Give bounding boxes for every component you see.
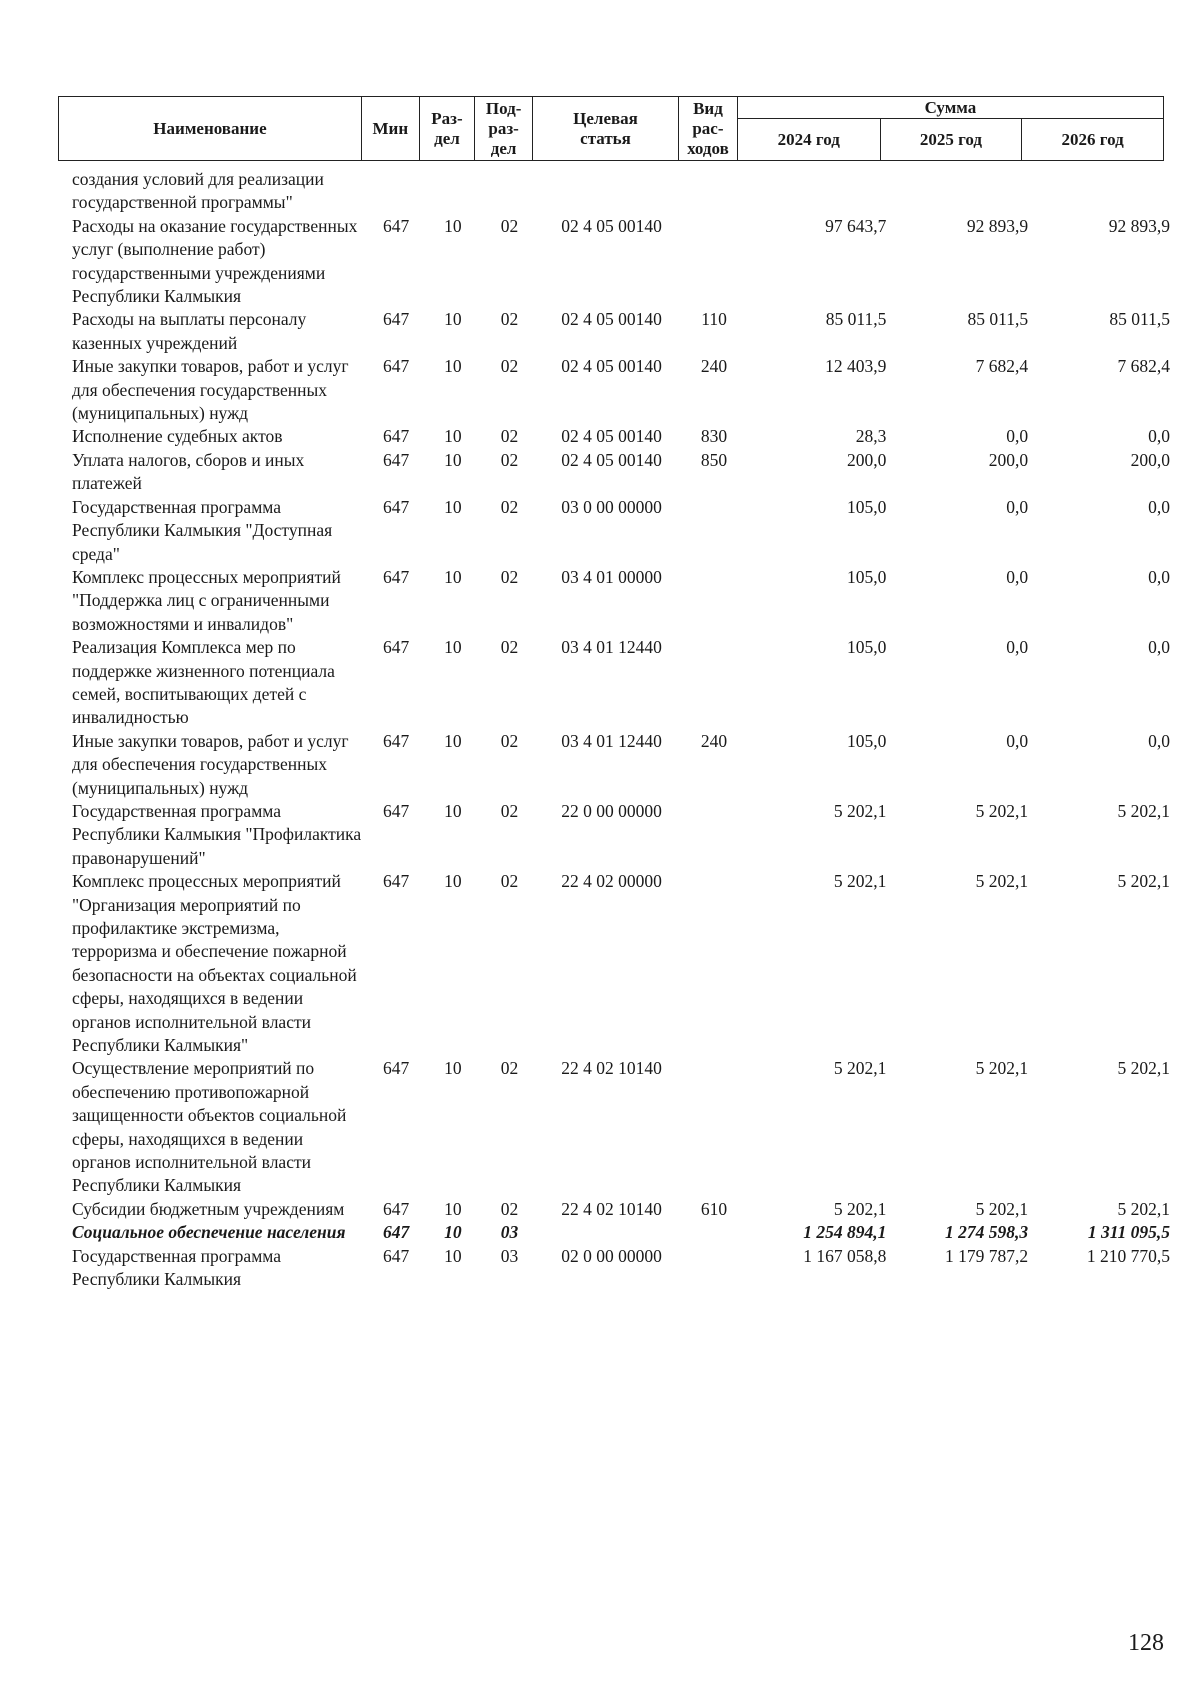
table-header xyxy=(58,96,1164,161)
min-cell: 647 xyxy=(382,356,410,377)
table-row xyxy=(64,215,1170,309)
sum-2024-cell: 105,0 xyxy=(846,566,887,587)
vid-cell: 110 xyxy=(701,309,727,330)
header-year-2026: 2026 год xyxy=(1022,119,1164,161)
razdel-cell: 10 xyxy=(444,1058,462,1079)
table-row xyxy=(64,449,1170,496)
podrazdel-cell: 02 xyxy=(500,637,519,658)
min-cell: 647 xyxy=(382,1058,410,1079)
podrazdel-cell: 03 xyxy=(500,1222,519,1243)
razdel-cell: 10 xyxy=(444,215,462,236)
header-year-2025: 2025 год xyxy=(880,119,1022,161)
sum-2024-cell: 105,0 xyxy=(846,730,887,751)
podrazdel-cell: 02 xyxy=(500,309,519,330)
table-row xyxy=(64,1198,1170,1221)
sum-2026-cell: 0,0 xyxy=(1148,496,1170,517)
table-row xyxy=(64,1057,1170,1197)
name-cell: Комплекс процессных мероприятий "Организация мероприятий по профилактике экстремизма, терроризма и обеспечение пожарной безопасности на объектах социальной сферы, находящихся в ведении органов исполнительной власти Республики Калмыкия" xyxy=(72,871,357,1056)
sum-2024-cell: 12 403,9 xyxy=(825,356,887,377)
razdel-cell: 10 xyxy=(444,1245,462,1266)
vid-cell xyxy=(685,800,744,870)
target-cell: 03 4 01 12440 xyxy=(561,730,662,751)
min-cell: 647 xyxy=(382,871,410,892)
vid-cell: 830 xyxy=(700,426,728,447)
vid-cell xyxy=(685,636,744,730)
min-cell: 647 xyxy=(382,496,410,517)
podrazdel-cell: 02 xyxy=(500,730,519,751)
sum-2024-cell: 5 202,1 xyxy=(833,1198,887,1219)
header-razdel: Раз- дел xyxy=(419,97,475,161)
sum-2025-cell: 85 011,5 xyxy=(967,309,1029,330)
sum-2026-cell: 85 011,5 xyxy=(1109,309,1170,330)
sum-2025-cell: 92 893,9 xyxy=(966,215,1029,236)
name-cell: Осуществление мероприятий по обеспечению противопожарной защищенности объектов социальной сферы, находящихся в ведении органов исполнительной власти Республики Калмыкия xyxy=(72,1058,347,1196)
min-cell: 647 xyxy=(382,449,410,470)
sum-2024-cell: 1 254 894,1 xyxy=(803,1222,887,1243)
sum-2025-cell: 5 202,1 xyxy=(975,1058,1029,1079)
min-cell: 647 xyxy=(382,730,410,751)
header-vid: Вид рас- ходов xyxy=(679,97,738,161)
min-cell: 647 xyxy=(382,1245,410,1266)
razdel-cell: 10 xyxy=(444,1198,462,1219)
min-cell: 647 xyxy=(382,566,410,587)
razdel-cell xyxy=(425,168,481,215)
target-cell: 02 4 05 00140 xyxy=(561,215,662,236)
header-podrazdel: Под- раз- дел xyxy=(475,97,533,161)
header-name: Наименование xyxy=(59,97,362,161)
table-row xyxy=(64,425,1170,448)
name-cell: Иные закупки товаров, работ и услуг для обеспечения государственных (муниципальных) нужд xyxy=(72,356,349,424)
target-cell xyxy=(538,168,684,215)
target-cell: 02 4 05 00140 xyxy=(561,356,662,377)
min-cell: 647 xyxy=(382,215,410,236)
razdel-cell: 10 xyxy=(444,426,462,447)
sum-2024-cell: 85 011,5 xyxy=(825,309,887,330)
sum-2024-cell: 5 202,1 xyxy=(833,1058,887,1079)
min-cell: 647 xyxy=(382,637,410,658)
table-row xyxy=(64,1245,1170,1292)
sum-2024-cell: 28,3 xyxy=(855,426,887,447)
vid-cell: 610 xyxy=(700,1198,728,1219)
sum-2025-cell: 0,0 xyxy=(1006,730,1029,751)
sum-2026-cell: 0,0 xyxy=(1148,637,1170,658)
name-cell: Субсидии бюджетным учреждениям xyxy=(72,1198,345,1219)
razdel-cell: 10 xyxy=(444,800,462,821)
podrazdel-cell: 02 xyxy=(500,871,519,892)
razdel-cell: 10 xyxy=(444,637,462,658)
target-cell: 03 4 01 00000 xyxy=(561,566,662,587)
sum-2026-cell: 5 202,1 xyxy=(1117,1198,1170,1219)
table-row xyxy=(64,1221,1170,1244)
header-min: Мин xyxy=(361,97,419,161)
table-row xyxy=(64,566,1170,636)
sum-2025-cell: 7 682,4 xyxy=(975,356,1029,377)
target-cell: 22 4 02 00000 xyxy=(561,871,662,892)
razdel-cell: 10 xyxy=(444,309,462,330)
vid-cell xyxy=(685,496,744,566)
razdel-cell: 10 xyxy=(444,496,462,517)
vid-cell xyxy=(685,1221,744,1244)
min-cell: 647 xyxy=(382,1198,410,1219)
vid-cell: 240 xyxy=(700,356,728,377)
sum-2026-cell: 0,0 xyxy=(1148,730,1170,751)
sum-2024-cell: 105,0 xyxy=(846,637,887,658)
target-cell: 02 4 05 00140 xyxy=(561,449,662,470)
table-row xyxy=(64,800,1170,870)
podrazdel-cell: 02 xyxy=(500,356,519,377)
razdel-cell: 10 xyxy=(444,1222,462,1243)
min-cell: 647 xyxy=(382,800,410,821)
target-cell: 03 0 00 00000 xyxy=(561,496,662,517)
table-row xyxy=(64,168,1170,215)
min-cell: 647 xyxy=(382,1222,410,1243)
table-row xyxy=(64,308,1170,355)
vid-cell: 850 xyxy=(700,449,728,470)
vid-cell xyxy=(685,215,744,309)
sum-2025-cell: 5 202,1 xyxy=(975,1198,1029,1219)
table-row xyxy=(64,870,1170,1057)
name-cell: Расходы на выплаты персоналу казенных учреждений xyxy=(72,309,307,353)
sum-2024-cell: 200,0 xyxy=(846,449,887,470)
budget-table xyxy=(64,168,1170,1292)
sum-2025-cell xyxy=(886,168,1028,215)
sum-2025-cell: 200,0 xyxy=(988,449,1029,470)
table-row xyxy=(64,355,1170,425)
sum-2025-cell: 5 202,1 xyxy=(975,871,1029,892)
podrazdel-cell: 02 xyxy=(500,1198,519,1219)
podrazdel-cell xyxy=(481,168,539,215)
page-number: 128 xyxy=(1128,1630,1164,1656)
sum-2024-cell: 97 643,7 xyxy=(825,215,887,236)
sum-2024-cell: 1 167 058,8 xyxy=(803,1245,887,1266)
sum-2026-cell: 5 202,1 xyxy=(1117,871,1170,892)
sum-2024-cell: 105,0 xyxy=(846,496,887,517)
target-cell xyxy=(538,1221,684,1244)
table-row xyxy=(64,636,1170,730)
min-cell: 647 xyxy=(382,426,410,447)
name-cell: Социальное обеспечение населения xyxy=(72,1222,346,1243)
name-cell: Государственная программа Республики Калмыкия "Профилактика правонарушений" xyxy=(72,800,362,868)
podrazdel-cell: 02 xyxy=(500,449,519,470)
vid-cell xyxy=(685,1245,744,1292)
sum-2025-cell: 5 202,1 xyxy=(975,800,1029,821)
vid-cell xyxy=(685,168,744,215)
target-cell: 22 0 00 00000 xyxy=(561,800,662,821)
razdel-cell: 10 xyxy=(444,449,462,470)
name-cell: Уплата налогов, сборов и иных платежей xyxy=(72,449,305,494)
vid-cell xyxy=(685,870,744,1057)
sum-2026-cell: 0,0 xyxy=(1148,566,1170,587)
podrazdel-cell: 02 xyxy=(500,496,519,517)
name-cell: Комплекс процессных мероприятий "Поддержка лиц с ограниченными возможностями и инвалидов" xyxy=(72,566,341,634)
podrazdel-cell: 03 xyxy=(500,1245,519,1266)
sum-2025-cell: 1 179 787,2 xyxy=(945,1245,1029,1266)
sum-2026-cell: 5 202,1 xyxy=(1117,1058,1170,1079)
target-cell: 02 0 00 00000 xyxy=(561,1245,662,1266)
table-row xyxy=(64,496,1170,566)
podrazdel-cell: 02 xyxy=(500,800,519,821)
name-cell: Исполнение судебных актов xyxy=(72,426,283,447)
name-cell: Расходы на оказание государственных услуг (выполнение работ) государственными учреждениями Республики Калмыкия xyxy=(72,215,358,307)
vid-cell xyxy=(685,1057,744,1197)
sum-2026-cell: 200,0 xyxy=(1130,449,1170,470)
sum-2025-cell: 0,0 xyxy=(1006,426,1029,447)
header-sum: Сумма xyxy=(737,97,1163,119)
podrazdel-cell: 02 xyxy=(500,1058,519,1079)
podrazdel-cell: 02 xyxy=(500,426,519,447)
header-year-2024: 2024 год xyxy=(737,119,880,161)
table-row xyxy=(64,730,1170,800)
sum-2026-cell: 1 311 095,5 xyxy=(1087,1222,1170,1243)
vid-cell: 240 xyxy=(700,730,728,751)
sum-2026-cell: 92 893,9 xyxy=(1108,215,1170,236)
sum-2026-cell: 1 210 770,5 xyxy=(1086,1245,1170,1266)
name-cell: создания условий для реализации государственной программы" xyxy=(72,169,324,213)
sum-2025-cell: 0,0 xyxy=(1006,496,1029,517)
razdel-cell: 10 xyxy=(444,566,462,587)
razdel-cell: 10 xyxy=(444,871,462,892)
sum-2025-cell: 1 274 598,3 xyxy=(945,1222,1029,1243)
target-cell: 02 4 05 00140 xyxy=(561,309,662,330)
name-cell: Реализация Комплекса мер по поддержке жизненного потенциала семей, воспитывающих детей с инвалидностью xyxy=(72,637,335,728)
sum-2024-cell: 5 202,1 xyxy=(833,871,887,892)
sum-2026-cell: 0,0 xyxy=(1148,426,1170,447)
razdel-cell: 10 xyxy=(444,730,462,751)
sum-2025-cell: 0,0 xyxy=(1006,566,1029,587)
sum-2025-cell: 0,0 xyxy=(1006,637,1029,658)
vid-cell xyxy=(685,566,744,636)
name-cell: Государственная программа Республики Калмыкия xyxy=(72,1245,281,1290)
target-cell: 22 4 02 10140 xyxy=(561,1198,662,1219)
sum-2024-cell xyxy=(743,168,886,215)
sum-2026-cell: 5 202,1 xyxy=(1117,800,1170,821)
podrazdel-cell: 02 xyxy=(500,566,519,587)
sum-2026-cell: 7 682,4 xyxy=(1117,356,1170,377)
min-cell xyxy=(367,168,425,215)
sum-2024-cell: 5 202,1 xyxy=(833,800,887,821)
podrazdel-cell: 02 xyxy=(500,215,519,236)
min-cell: 647 xyxy=(382,309,410,330)
razdel-cell: 10 xyxy=(444,356,462,377)
name-cell: Иные закупки товаров, работ и услуг для обеспечения государственных (муниципальных) нужд xyxy=(72,730,349,798)
sum-2026-cell xyxy=(1028,168,1170,215)
header-target: Целевая статья xyxy=(533,97,679,161)
target-cell: 03 4 01 12440 xyxy=(561,637,662,658)
target-cell: 22 4 02 10140 xyxy=(561,1058,662,1079)
name-cell: Государственная программа Республики Калмыкия "Доступная среда" xyxy=(72,496,333,564)
target-cell: 02 4 05 00140 xyxy=(561,426,662,447)
